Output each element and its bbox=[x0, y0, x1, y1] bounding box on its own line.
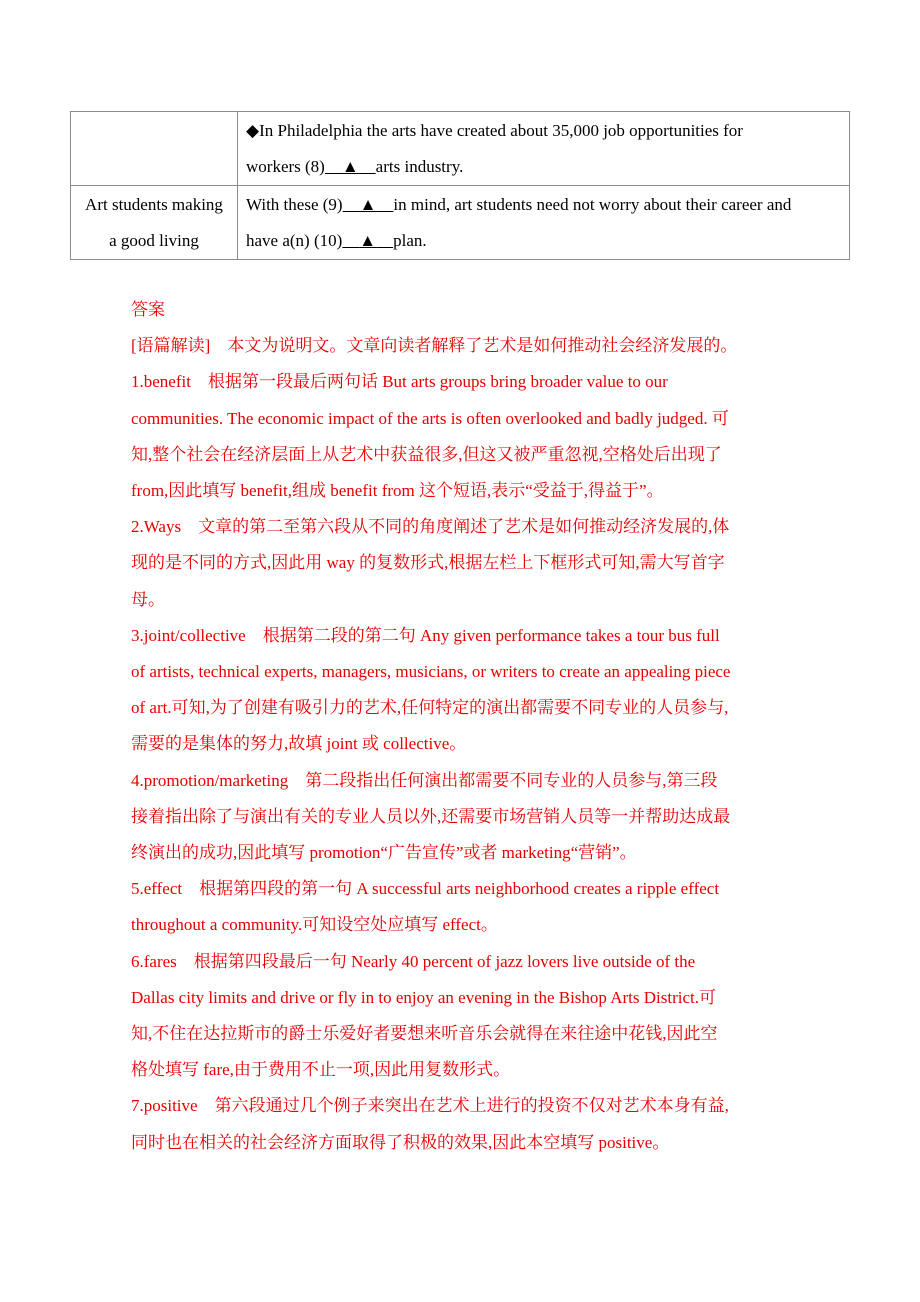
answer-section bbox=[131, 292, 791, 1161]
answer-line: throughout a community.可知设空处应填写 effect。 bbox=[131, 915, 498, 935]
cell-text-line: Art students making bbox=[85, 195, 223, 214]
answer-line: communities. The economic impact of the arts is often overlooked and badly judged. 可 bbox=[131, 408, 729, 428]
cell-text-fragment: plan. bbox=[393, 231, 427, 250]
answer-line: 4.promotion/marketing 第二段指出任何演出都需要不同专业的人员参与,第三段 bbox=[131, 770, 718, 790]
cell-text-line bbox=[246, 149, 841, 185]
cell-text-line: a good living bbox=[109, 231, 199, 250]
cell-text-line bbox=[246, 187, 841, 223]
answer-line: of artists, technical experts, managers, musicians, or writers to create an appealing piece bbox=[131, 662, 731, 682]
blank-10 bbox=[342, 231, 393, 250]
cell-text-line: ◆In Philadelphia the arts have created about 35,000 job opportunities for bbox=[246, 121, 743, 140]
outline-table bbox=[70, 111, 850, 260]
cell-text-fragment: With these (9) bbox=[246, 195, 343, 214]
cell-text-fragment: workers (8) bbox=[246, 157, 325, 176]
answer-line: of art.可知,为了创建有吸引力的艺术,任何特定的演出都需要不同专业的人员参与, bbox=[131, 698, 729, 718]
answer-line: 接着指出除了与演出有关的专业人员以外,还需要市场营销人员等一并帮助达成最 bbox=[131, 806, 731, 826]
answer-line: 需要的是集体的努力,故填 joint 或 collective。 bbox=[131, 734, 467, 754]
answer-line: 知,整个社会在经济层面上从艺术中获益很多,但这又被严重忽视,空格处后出现了 bbox=[131, 444, 722, 464]
answer-line: 3.joint/collective 根据第二段的第二句 Any given performance takes a tour bus full bbox=[131, 625, 720, 645]
answer-line: 格处填写 fare,由于费用不止一项,因此用复数形式。 bbox=[131, 1060, 511, 1080]
answer-line: 2.Ways 文章的第二至第六段从不同的角度阐述了艺术是如何推动经济发展的,体 bbox=[131, 517, 730, 537]
blank-9 bbox=[343, 195, 394, 214]
blank-mark: ▲ bbox=[359, 195, 377, 214]
answer-line: 终演出的成功,因此填写 promotion“广告宣传”或者 marketing“营销”。 bbox=[131, 843, 637, 863]
table-row bbox=[71, 186, 850, 260]
table-cell-right bbox=[238, 186, 850, 260]
table-cell-left bbox=[71, 112, 238, 186]
answer-line: 同时也在相关的社会经济方面取得了积极的效果,因此本空填写 positive。 bbox=[131, 1132, 670, 1152]
blank-mark: ▲ bbox=[341, 157, 359, 176]
answer-line: 母。 bbox=[131, 589, 165, 609]
answer-line: 现的是不同的方式,因此用 way 的复数形式,根据左栏上下框形式可知,需大写首字 bbox=[131, 553, 725, 573]
answer-heading: 答案 bbox=[131, 300, 165, 319]
blank-mark: ▲ bbox=[359, 231, 377, 250]
cell-text-fragment: arts industry. bbox=[375, 157, 464, 176]
cell-text-line bbox=[246, 223, 841, 259]
answer-line: [语篇解读] 本文为说明文。文章向读者解释了艺术是如何推动社会经济发展的。 bbox=[131, 336, 738, 356]
answer-line: 5.effect 根据第四段的第一句 A successful arts neighborhood creates a ripple effect bbox=[131, 879, 720, 899]
answer-line: 7.positive 第六段通过几个例子来突出在艺术上进行的投资不仅对艺术本身有益, bbox=[131, 1096, 729, 1116]
table-cell-right bbox=[238, 112, 850, 186]
table-row bbox=[71, 112, 850, 186]
answer-line: 1.benefit 根据第一段最后两句话 But arts groups bring broader value to our bbox=[131, 372, 668, 392]
cell-text-fragment: in mind, art students need not worry about their career and bbox=[393, 195, 792, 214]
answer-line: Dallas city limits and drive or fly in to enjoy an evening in the Bishop Arts District.可 bbox=[131, 987, 716, 1007]
answer-line: 6.fares 根据第四段最后一句 Nearly 40 percent of jazz lovers live outside of the bbox=[131, 951, 696, 971]
cell-text-fragment: have a(n) (10) bbox=[246, 231, 343, 250]
answer-line: from,因此填写 benefit,组成 benefit from 这个短语,表示“受益于,得益于”。 bbox=[131, 481, 664, 501]
blank-8 bbox=[325, 157, 376, 176]
table-cell-left bbox=[71, 186, 238, 260]
answer-line: 知,不住在达拉斯市的爵士乐爱好者要想来听音乐会就得在来往途中花钱,因此空 bbox=[131, 1024, 718, 1044]
